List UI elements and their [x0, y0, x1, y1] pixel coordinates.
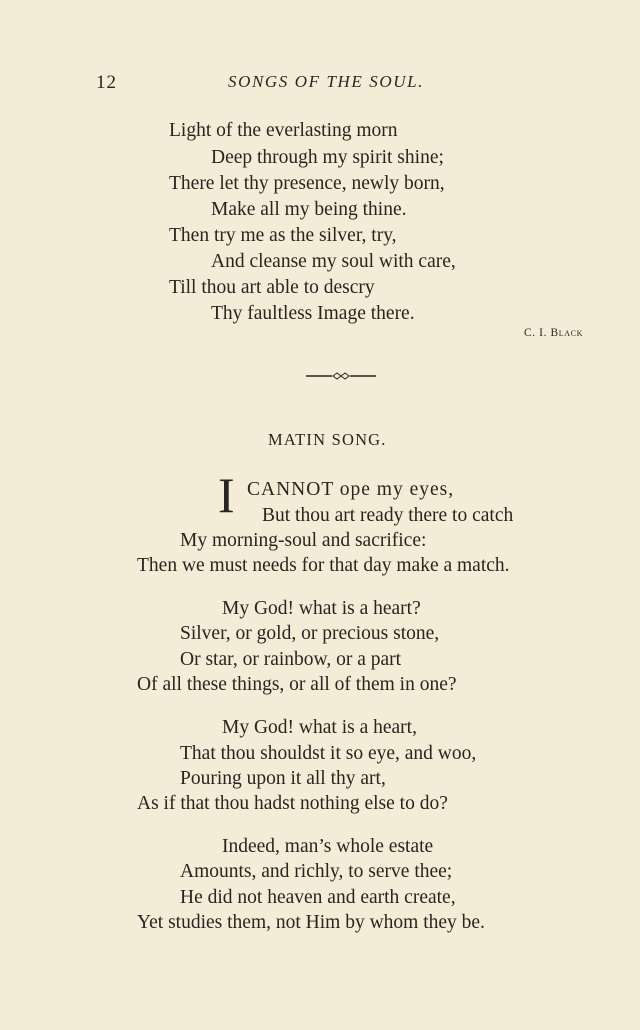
poem-line: Thy faultless Image there.: [211, 303, 415, 324]
poem-line: My God! what is a heart,: [222, 717, 417, 738]
poem-line: That thou shouldst it so eye, and woo,: [180, 743, 477, 764]
poem-line: Or star, or rainbow, or a part: [180, 649, 402, 670]
poem-line: Amounts, and richly, to serve thee;: [180, 861, 453, 882]
ornament-divider: [306, 370, 376, 382]
poem-line: Till thou art able to descry: [169, 277, 375, 298]
poem-line: As if that thou hadst nothing else to do?: [137, 793, 448, 814]
poem-line: My morning-soul and sacrifice:: [180, 530, 427, 551]
poem-line: Then we must needs for that day make a match.: [137, 555, 510, 576]
poem-line: But thou art ready there to catch: [262, 505, 514, 526]
poem-line: Then try me as the silver, try,: [169, 225, 397, 246]
poem-title: MATIN SONG.: [268, 430, 387, 449]
running-head: [0, 72, 640, 102]
poem-line: Indeed, man’s whole estate: [222, 836, 434, 857]
poem-line: Light of the everlasting morn: [169, 120, 398, 141]
poem-line: Pouring upon it all thy art,: [180, 768, 386, 789]
poem-line: CANNOT ope my eyes,: [247, 479, 455, 500]
page-number: 12: [96, 72, 117, 93]
poem-line: Silver, or gold, or precious stone,: [180, 623, 440, 644]
poem-line: And cleanse my soul with care,: [211, 251, 456, 272]
attribution: C. I. Black: [523, 327, 583, 339]
poem-line: Deep through my spirit shine;: [211, 147, 444, 168]
poem-line: My God! what is a heart?: [222, 598, 421, 619]
drop-cap: I: [218, 467, 235, 523]
poem-line: Make all my being thine.: [211, 199, 407, 220]
poem-line: Yet studies them, not Him by whom they be.: [137, 912, 485, 933]
poem-line: Of all these things, or all of them in one?: [137, 674, 457, 695]
poem-line: He did not heaven and earth create,: [180, 887, 456, 908]
running-title: SONGS OF THE SOUL.: [228, 72, 424, 91]
poem-line: There let thy presence, newly born,: [169, 173, 445, 194]
